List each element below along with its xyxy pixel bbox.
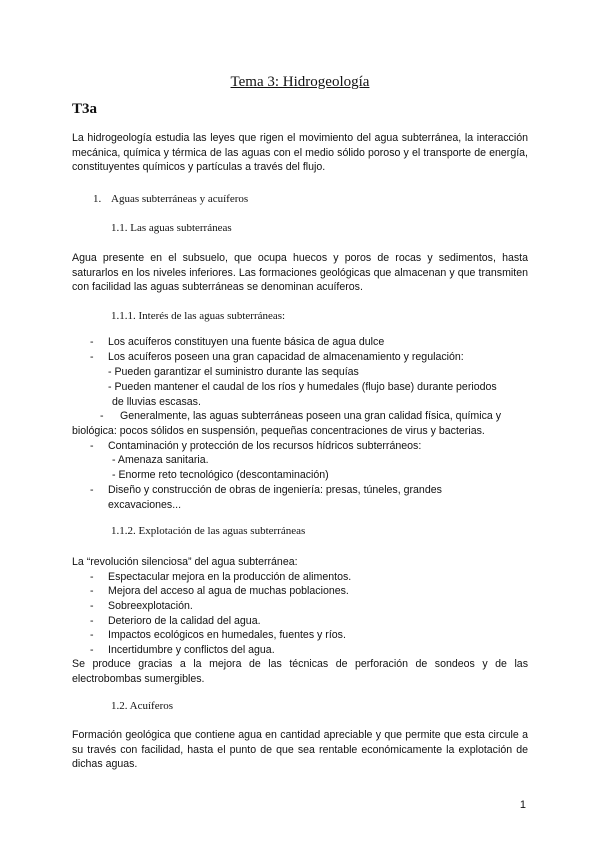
list-item: Los acuíferos constituyen una fuente básica de agua dulce <box>108 336 385 348</box>
section-code: T3a <box>72 101 98 117</box>
revolucion-outro: Se produce gracias a la mejora de las técnicas de perforación de sondeos y de las electrobombas sumergibles. <box>72 658 528 685</box>
list-item: Diseño y construcción de obras de ingeniería: presas, túneles, grandes <box>108 484 442 496</box>
list-dash: - <box>90 484 94 496</box>
sub-item: - Enorme reto tecnológico (descontaminación) <box>112 469 329 481</box>
list-dash: - <box>90 351 94 363</box>
list-dash: - <box>90 440 94 452</box>
revolucion-intro: La “revolución silenciosa” del agua subterránea: <box>72 556 298 568</box>
page-number: 1 <box>519 799 526 811</box>
list-dash: - <box>90 585 94 597</box>
list-item: Impactos ecológicos en humedales, fuentes y ríos. <box>108 629 346 641</box>
list-dash: - <box>100 410 104 422</box>
list-item: Mejora del acceso al agua de muchas poblaciones. <box>108 585 349 597</box>
heading-1-number: 1. <box>93 193 102 205</box>
list-item: Incertidumbre y conflictos del agua. <box>108 644 275 656</box>
list-dash: - <box>90 629 94 641</box>
list-item: Deterioro de la calidad del agua. <box>108 615 261 627</box>
heading-1-1-2: 1.1.2. Explotación de las aguas subterráneas <box>111 525 306 537</box>
list-item: Sobreexplotación. <box>108 600 193 612</box>
sub-item-continuation: de lluvias escasas. <box>112 396 201 408</box>
list-item-continuation: biológica: pocos sólidos en suspensión, pequeñas concentraciones de virus y bacterias. <box>72 425 485 437</box>
sub-item: - Pueden garantizar el suministro durante las sequías <box>108 366 359 378</box>
heading-1-1-1: 1.1.1. Interés de las aguas subterráneas: <box>111 310 286 322</box>
list-item: Los acuíferos poseen una gran capacidad de almacenamiento y regulación: <box>108 351 464 363</box>
paragraph-1-2: Formación geológica que contiene agua en cantidad apreciable y que permite que esta circule a su través con facilidad, hasta el punto de que sea rentable económicamente la explotación de dichas aguas. <box>72 729 528 771</box>
list-item: Espectacular mejora en la producción de alimentos. <box>108 571 352 583</box>
sub-item: - Pueden mantener el caudal de los ríos y humedales (flujo base) durante periodos <box>108 381 497 393</box>
intro-paragraph: La hidrogeología estudia las leyes que rigen el movimiento del agua subterránea, la interacción mecánica, química y térmica de las aguas con el medio sólido poroso y el transporte de energía, constituyentes químicos y partículas a través del flujo. <box>72 132 528 174</box>
heading-1-2: 1.2. Acuíferos <box>111 700 174 712</box>
list-item: Generalmente, las aguas subterráneas poseen una gran calidad física, química y <box>120 410 502 422</box>
paragraph-1-1: Agua presente en el subsuelo, que ocupa huecos y poros de rocas y sedimentos, hasta saturarlos en los niveles inferiores. Las formaciones geológicas que almacenan y que transmiten con facilidad las aguas subterráneas se denominan acuíferos. <box>72 252 528 294</box>
list-item: Contaminación y protección de los recursos hídricos subterráneos: <box>108 440 422 452</box>
list-item-continuation: excavaciones... <box>108 499 182 511</box>
heading-1-1: 1.1. Las aguas subterráneas <box>111 222 232 234</box>
list-dash: - <box>90 600 94 612</box>
list-dash: - <box>90 336 94 348</box>
list-dash: - <box>90 571 94 583</box>
heading-1: Aguas subterráneas y acuíferos <box>111 193 249 205</box>
list-dash: - <box>90 644 94 656</box>
page-title: Tema 3: Hidrogeología <box>230 74 370 90</box>
sub-item: - Amenaza sanitaria. <box>112 454 209 466</box>
list-dash: - <box>90 615 94 627</box>
